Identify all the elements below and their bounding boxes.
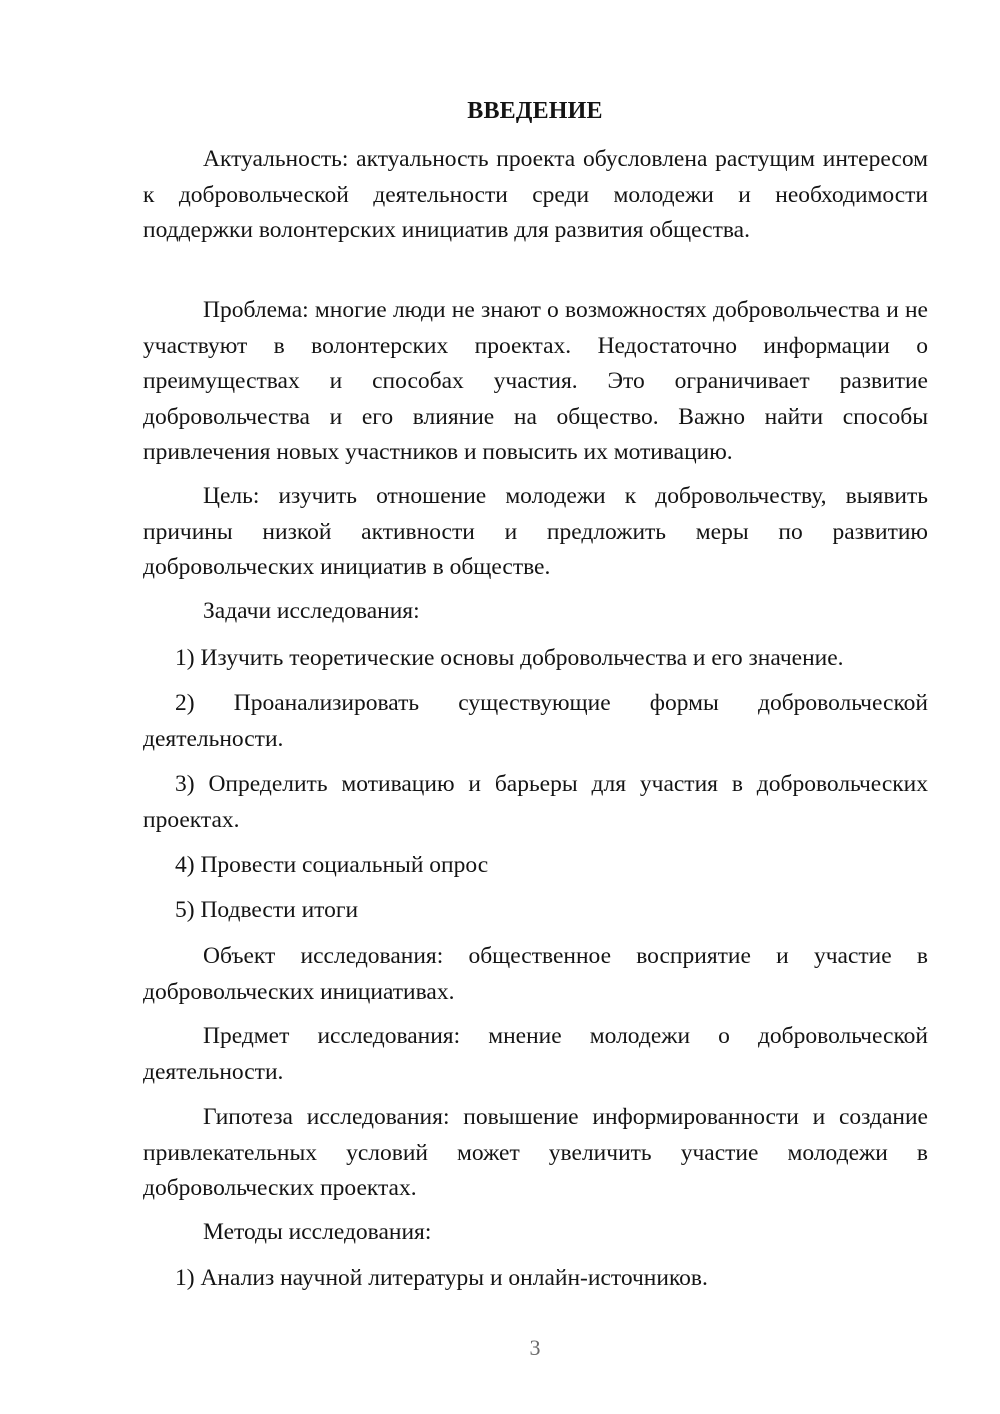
list-item-task-2: 2) Проанализировать существующие формы добровольческой деятельности. (143, 690, 928, 752)
paragraph-tasks-heading: Задачи исследования: (203, 598, 420, 624)
list-item-task-4: 4) Провести социальный опрос (175, 852, 489, 878)
paragraph-relevance: Актуальность: актуальность проекта обусловлена растущим интересом к добровольческой деятельности среди молодежи и необходимости поддержки волонтерских инициатив для развития общества. (143, 146, 928, 244)
paragraph-object: Объект исследования: общественное восприятие и участие в добровольческих инициативах. (143, 943, 928, 1005)
paragraph-methods-heading: Методы исследования: (203, 1219, 432, 1245)
page-number: 3 (529, 1335, 541, 1360)
paragraph-problem: Проблема: многие люди не знают о возможностях добровольчества и не участвуют в волонтерских проектах. Недостаточно информации о преимуществах и способах участия. Это ограничивает развитие добровольчества и его влияние на общество. Важно найти способы привлечения новых участников и повысить их мотивацию. (143, 297, 928, 466)
list-item-method-1: 1) Анализ научной литературы и онлайн-источников. (175, 1265, 708, 1291)
paragraph-hypothesis: Гипотеза исследования: повышение информированности и создание привлекательных условий может увеличить участие молодежи в добровольческих проектах. (143, 1104, 928, 1202)
list-item-task-1: 1) Изучить теоретические основы добровольчества и его значение. (175, 645, 844, 671)
paragraph-goal: Цель: изучить отношение молодежи к добровольчеству, выявить причины низкой активности и предложить меры по развитию добровольческих инициатив в обществе. (143, 483, 928, 581)
list-item-task-5: 5) Подвести итоги (175, 897, 359, 923)
paragraph-subject: Предмет исследования: мнение молодежи о добровольческой деятельности. (143, 1023, 928, 1085)
page-title: ВВЕДЕНИЕ (467, 98, 603, 124)
list-item-task-3: 3) Определить мотивацию и барьеры для участия в добровольческих проектах. (143, 771, 928, 833)
